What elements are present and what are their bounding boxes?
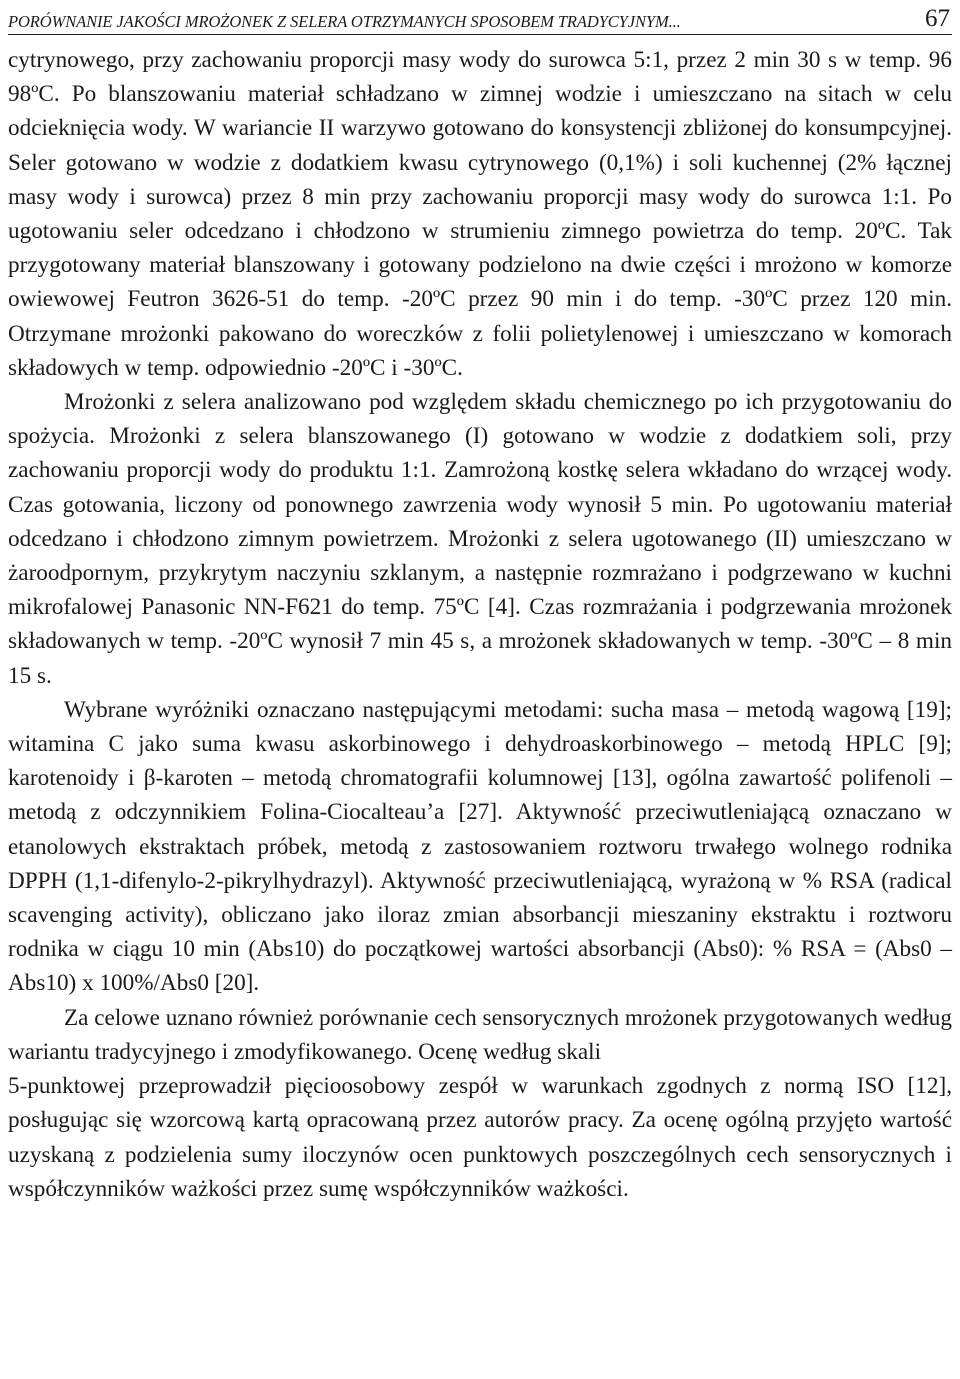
body-text — [8, 43, 952, 1206]
paragraph-sensory-intro: Za celowe uznano również porównanie cech sensorycznych mrożonek przygotowanych według wariantu tradycyjnego i zmodyfikowanego. Ocenę według skali — [8, 1004, 952, 1065]
running-title: PORÓWNANIE JAKOŚCI MROŻONEK Z SELERA OTRZYMANYCH SPOSOBEM TRADYCYJNYM... — [8, 12, 681, 31]
paragraph-method-continuation: cytrynowego, przy zachowaniu proporcji masy wody do surowca 5:1, przez 2 min 30 s w temp. 96 98ºC. Po blanszowaniu materiał schładzano w zimnej wodzie i umieszczano na sitach w celu odcieknięcia wody. W wariancie II warzywo gotowano do konsystencji zbliżonej do konsumpcyjnej. Seler gotowano w wodzie z dodatkiem kwasu cytrynowego (0,1%) i soli kuchennej (2% łącznej masy wody i surowca) przez 8 min przy zachowaniu proporcji masy wody do surowca 1:1. Po ugotowaniu seler odcedzano i chłodzono w strumieniu zimnego powietrza do temp. 20ºC. Tak przygotowany materiał blanszowany i gotowany podzielono na dwie części i mrożono w komorze owiewowej Feutron 3626-51 do temp. -20ºC przez 90 min i do temp. -30ºC przez 120 min. Otrzymane mrożonki pakowano do woreczków z folii polietylenowej i umieszczano w komorach składowych w temp. odpowiednio -20ºC i -30ºC. — [8, 47, 952, 381]
paragraph-analytical-methods: Wybrane wyróżniki oznaczano następującymi metodami: sucha masa – metodą wagową [19]; witamina C jako suma kwasu askorbinowego i dehydroaskorbinowego – metodą HPLC [9]; karotenoidy i β-karoten – metodą chromatografii kolumnowej [13], ogólna zawartość polifenoli – metodą z odczynnikiem Folina-Ciocalteau’a [27]. Aktywność przeciwutleniającą oznaczano w etanolowych ekstraktach próbek, metodą z zastosowaniem roztworu trwałego wolnego rodnika DPPH (1,1-difenylo-2-pikrylhydrazyl). Aktywność przeciwutleniającą, wyrażoną w % RSA (radical scavenging activity), obliczano jako iloraz zmian absorbancji mieszaniny ekstraktu i roztworu rodnika w ciągu 10 min (Abs10) do początkowej wartości absorbancji (Abs0): % RSA = (Abs0 – Abs10) x 100%/Abs0 [20]. — [8, 696, 952, 997]
paragraph-preparation: Mrożonki z selera analizowano pod względem składu chemicznego po ich przygotowaniu do spożycia. Mrożonki z selera blanszowanego (I) gotowano w wodzie z dodatkiem soli, przy zachowaniu proporcji wody do produktu 1:1. Zamrożoną kostkę selera wkładano do wrzącej wody. Czas gotowania, liczony od ponownego zawrzenia wody wynosił 5 min. Po ugotowaniu materiał odcedzano i chłodzono zimnym powietrzem. Mrożonki z selera ugotowanego (II) umieszczano w żaroodpornym, przykrytym naczyniu szklanym, a następnie rozmrażano i podgrzewano w kuchni mikrofalowej Panasonic NN-F621 do temp. 75ºC [4]. Czas rozmrażania i podgrzewania mrożonek składowanych w temp. -20ºC wynosił 7 min 45 s, a mrożonek składowanych w temp. -30ºC – 8 min 15 s. — [8, 389, 952, 689]
page-number: 67 — [925, 5, 950, 32]
running-header — [8, 0, 952, 35]
paragraph-sensory-scale: 5-punktowej przeprowadził pięcioosobowy zespół w warunkach zgodnych z normą ISO [12], posługując się wzorcową kartą opracowaną przez autorów pracy. Za ocenę ogólną przyjęto wartość uzyskaną z podzielenia sumy iloczynów ocen punktowych poszczególnych cech sensorycznych i współczynników ważkości przez sumę współczynników ważkości. — [8, 1073, 952, 1202]
document-page — [8, 0, 952, 1206]
